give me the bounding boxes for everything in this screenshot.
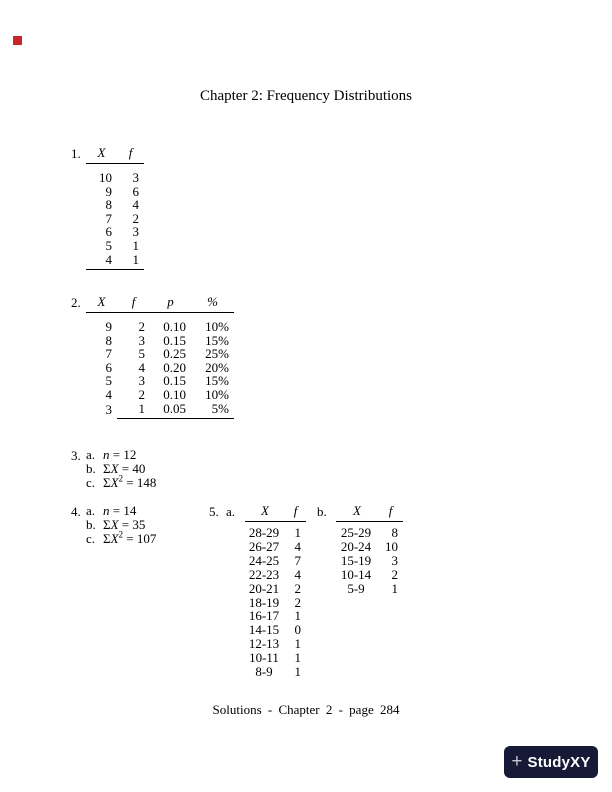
problem-number: 3. — [71, 448, 81, 463]
table-row — [86, 347, 234, 361]
plus-icon: + — [511, 750, 523, 772]
header-row — [86, 295, 234, 313]
answer-label: a. — [86, 447, 96, 462]
table-cell: 9 — [105, 319, 112, 334]
table-cell: 25% — [205, 346, 229, 362]
table-cell: 16-17 — [248, 608, 280, 624]
table-cell: 6 — [105, 359, 112, 375]
table-cell: 7 — [105, 346, 112, 362]
table-cell: 1 — [391, 580, 398, 596]
problem-5b — [317, 504, 403, 596]
answer-value: = 40 — [118, 461, 146, 477]
answer-line — [86, 448, 156, 462]
answer-lines — [86, 448, 156, 491]
exponent: 2 — [118, 474, 124, 485]
table-cell: 24-25 — [248, 552, 280, 568]
red-marker — [13, 36, 22, 45]
table-cell: 10 — [385, 538, 398, 554]
table-cell: 28-29 — [248, 525, 280, 540]
table-cell: 5 — [138, 346, 145, 362]
table-cell: 0.10 — [163, 319, 186, 334]
variable: X — [110, 475, 119, 491]
problem-4 — [71, 504, 156, 547]
table-cell: 4 — [138, 359, 145, 375]
answer-value: = 148 — [123, 475, 157, 491]
table-cell: 0.15 — [163, 373, 186, 389]
answer-value: = 14 — [109, 503, 137, 518]
table-cell: 0.25 — [163, 346, 186, 362]
table-row — [245, 651, 306, 665]
table-cell: 20-24 — [340, 538, 372, 554]
table-row — [86, 225, 144, 239]
table-cell: 1 — [117, 402, 150, 419]
answer-label: c. — [86, 475, 96, 491]
table-cell: 5-9 — [347, 580, 365, 596]
table-cell: 7 — [294, 552, 301, 568]
answer-line — [86, 532, 156, 546]
table-cell: 2 — [294, 594, 301, 610]
table-cell: 5% — [191, 402, 234, 419]
table-cell: 8 — [105, 332, 112, 348]
answer-value: = 12 — [109, 447, 137, 462]
table-row — [86, 185, 144, 199]
problem-number: 2. — [71, 295, 81, 310]
table-cell: 14-15 — [248, 622, 280, 638]
table-cell: 3 — [138, 373, 145, 389]
table-row — [86, 313, 234, 334]
table-cell: 1 — [294, 650, 301, 666]
answer-label: b. — [86, 517, 96, 533]
table-row — [245, 596, 306, 610]
table-row — [336, 582, 403, 596]
answer-label: b. — [317, 504, 327, 519]
studyxy-logo — [504, 746, 598, 778]
column-header: f — [117, 146, 144, 164]
table-cell: 6 — [105, 224, 112, 240]
table-cell: 12-13 — [248, 636, 280, 652]
header-row — [245, 504, 306, 522]
table-cell: 1 — [294, 608, 301, 624]
table-cell: 1 — [117, 253, 144, 270]
table-cell: 4 — [105, 386, 112, 402]
table-cell: 25-29 — [340, 525, 372, 540]
variable: n — [103, 503, 110, 518]
variable: n — [103, 447, 110, 462]
variable: X — [110, 461, 119, 477]
variable: X — [110, 517, 119, 533]
page-title: Chapter 2: Frequency Distributions — [199, 88, 413, 104]
answer-line — [86, 476, 156, 490]
column-header: f — [117, 295, 150, 313]
table-cell: 7 — [105, 210, 112, 226]
column-header: % — [191, 295, 234, 313]
problem-number: 4. — [71, 504, 81, 519]
answer-lines — [86, 504, 156, 547]
table-cell: 1 — [294, 664, 301, 680]
table-cell: 10 — [99, 170, 112, 185]
answer-value: = 107 — [123, 531, 157, 547]
table-cell: 10-11 — [249, 650, 279, 666]
table-cell: 15% — [205, 373, 229, 389]
table-cell: 0.20 — [163, 359, 186, 375]
table-cell: 3 — [105, 402, 112, 418]
table-cell: 5 — [105, 237, 112, 253]
table-cell: 15-19 — [340, 552, 372, 568]
table-cell: 3 — [391, 552, 398, 568]
frequency-table-5b — [336, 504, 403, 596]
table-cell: 1 — [294, 525, 301, 540]
table-row — [336, 554, 403, 568]
table-cell: 10% — [205, 319, 229, 334]
page-footer: Solutions - Chapter 2 - page 284 — [212, 702, 400, 717]
table-cell: 0.10 — [163, 386, 186, 402]
logo-text: StudyXY — [527, 753, 591, 771]
table-cell: 15% — [205, 332, 229, 348]
table-cell: 6 — [132, 183, 139, 199]
answer-label: a. — [226, 504, 236, 519]
variable: X — [110, 531, 119, 547]
table-row — [245, 623, 306, 637]
answer-label: a. — [86, 503, 96, 518]
table-cell: 2 — [138, 386, 145, 402]
table-cell: 4 — [294, 538, 301, 554]
sigma-symbol: Σ — [103, 461, 111, 477]
table-cell: 18-19 — [248, 594, 280, 610]
table-cell: 5 — [105, 373, 112, 389]
table-cell: 8-9 — [255, 664, 273, 680]
table-cell: 8 — [105, 197, 112, 213]
frequency-table-1 — [86, 146, 144, 270]
table-row — [86, 164, 144, 185]
table-row — [245, 568, 306, 582]
table-cell: 4 — [86, 253, 117, 270]
problem-3 — [71, 448, 156, 491]
table-row — [245, 637, 306, 651]
table-cell: 2 — [138, 319, 145, 334]
table-row — [86, 374, 234, 388]
table-cell: 4 — [294, 566, 301, 582]
column-header: X — [336, 504, 378, 522]
table-cell: 1 — [294, 636, 301, 652]
column-header: p — [150, 295, 191, 313]
table-row — [245, 609, 306, 623]
table-cell: 4 — [132, 197, 139, 213]
table-cell: 2 — [132, 210, 139, 226]
table-row — [245, 522, 306, 540]
frequency-table-2 — [86, 295, 234, 419]
table-cell: 26-27 — [248, 538, 280, 554]
answer-value: = 35 — [118, 517, 146, 533]
problem-5a — [209, 504, 306, 679]
table-cell: 10% — [205, 386, 229, 402]
answer-label: c. — [86, 531, 96, 547]
table-row — [86, 361, 234, 375]
answer-line — [86, 504, 156, 518]
table-cell: 10-14 — [340, 566, 372, 582]
frequency-table-5a — [245, 504, 306, 679]
exponent: 2 — [118, 530, 124, 541]
table-row — [245, 582, 306, 596]
table-row — [86, 253, 144, 270]
table-row — [336, 522, 403, 540]
table-row — [336, 568, 403, 582]
table-row — [86, 334, 234, 348]
problem-number: 1. — [71, 146, 81, 161]
sigma-symbol: Σ — [103, 531, 111, 547]
table-cell: 20% — [205, 359, 229, 375]
header-row — [336, 504, 403, 522]
answer-label: b. — [86, 461, 96, 477]
table-row — [245, 540, 306, 554]
problem-2 — [71, 295, 234, 419]
table-row — [86, 212, 144, 226]
table-row — [86, 402, 234, 419]
sigma-symbol: Σ — [103, 517, 111, 533]
table-cell: 3 — [132, 224, 139, 240]
table-cell: 20-21 — [248, 580, 280, 596]
table-cell: 1 — [132, 237, 139, 253]
table-row — [245, 554, 306, 568]
table-cell: 8 — [391, 525, 398, 540]
table-cell: 0.05 — [150, 402, 191, 419]
table-row — [86, 239, 144, 253]
column-header: f — [285, 504, 306, 522]
table-cell: 9 — [105, 183, 112, 199]
column-header: f — [378, 504, 403, 522]
table-cell: 2 — [391, 566, 398, 582]
table-cell: 3 — [132, 170, 139, 185]
table-cell: 3 — [138, 332, 145, 348]
table-cell: 0 — [294, 622, 301, 638]
problem-number: 5. — [209, 504, 219, 519]
table-row — [336, 540, 403, 554]
table-cell: 2 — [294, 580, 301, 596]
problem-1 — [71, 146, 144, 270]
column-header: X — [86, 146, 117, 164]
table-row — [86, 198, 144, 212]
table-row — [86, 388, 234, 402]
column-header: X — [245, 504, 285, 522]
sigma-symbol: Σ — [103, 475, 111, 491]
header-row — [86, 146, 144, 164]
column-header: X — [86, 295, 117, 313]
table-cell: 0.15 — [163, 332, 186, 348]
table-cell: 22-23 — [248, 566, 280, 582]
table-row — [245, 665, 306, 679]
